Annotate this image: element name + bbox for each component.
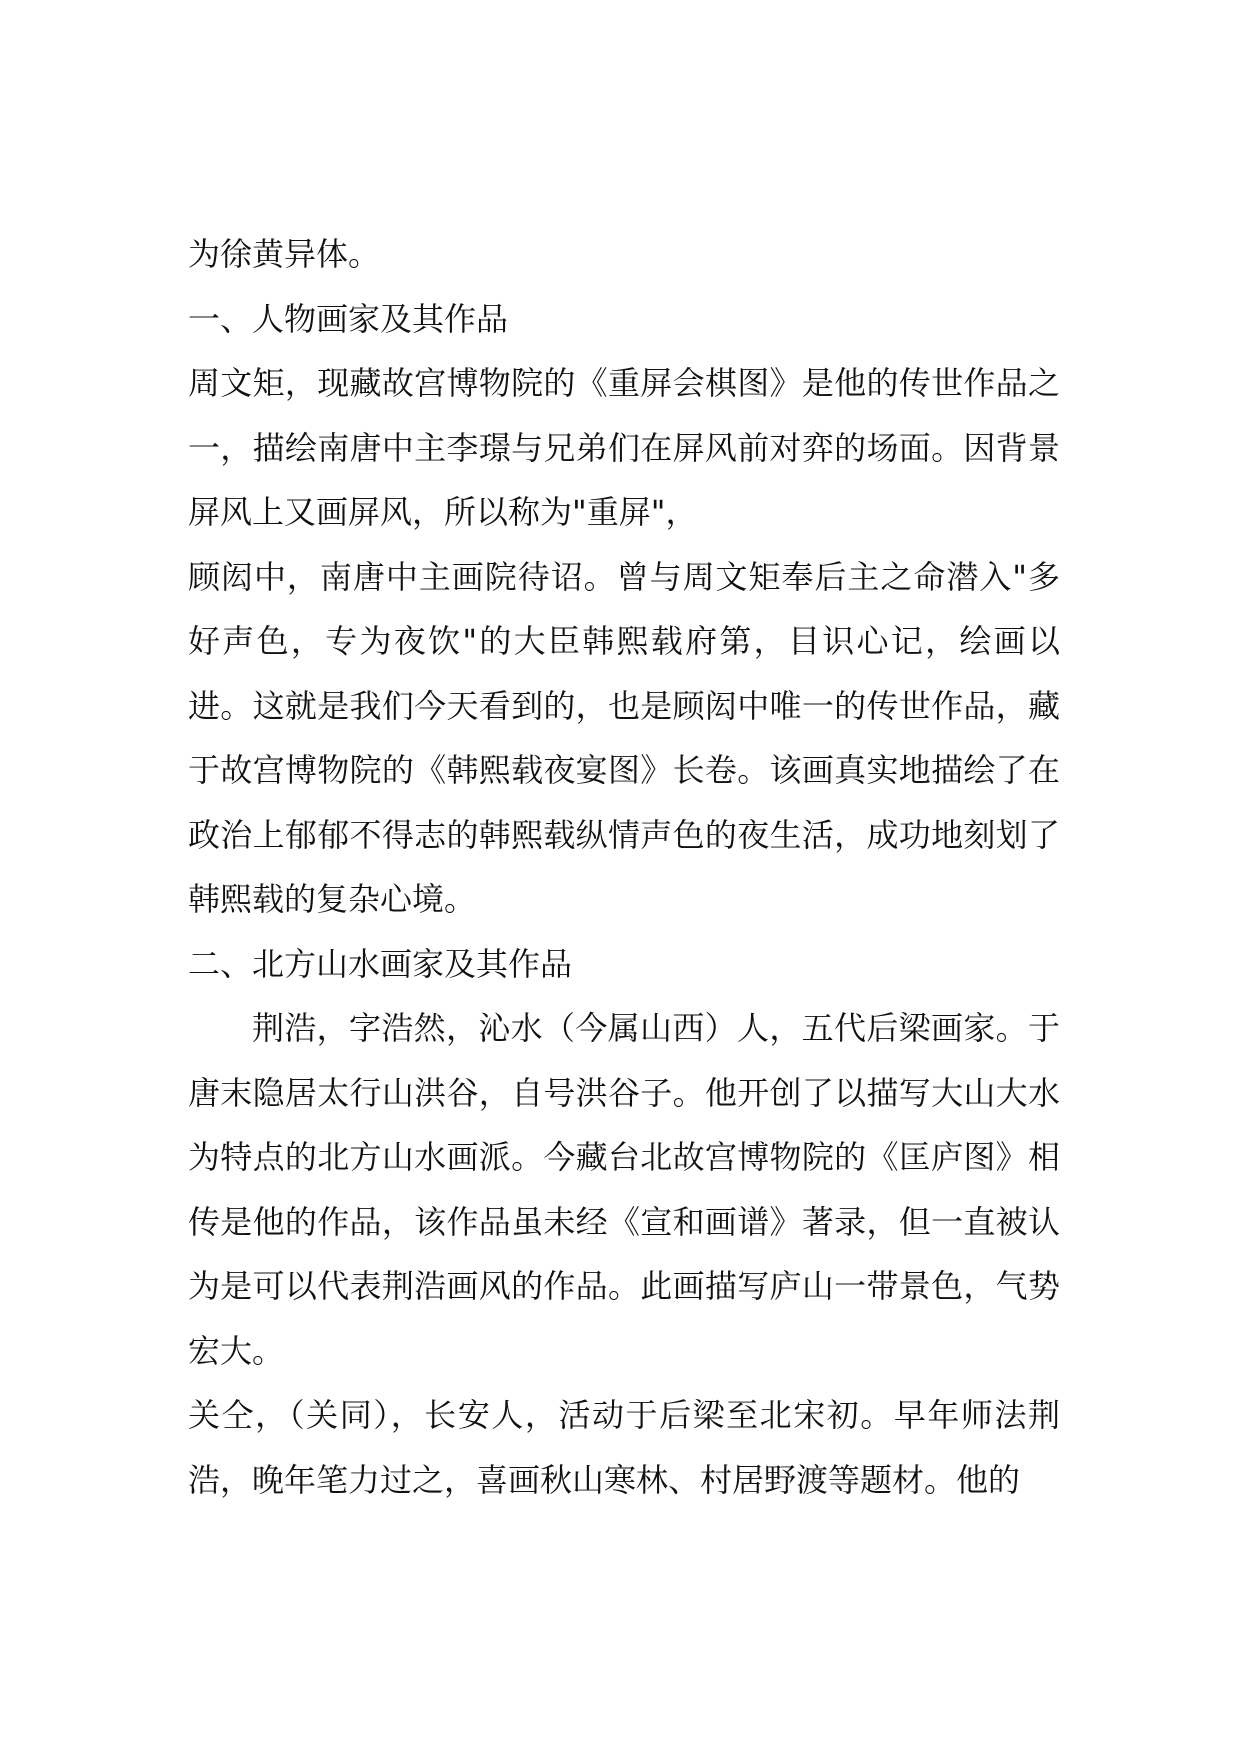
section-heading-northern-landscape-painters: 二、北方山水画家及其作品 [188, 944, 573, 983]
paragraph-zhou-wenju: 周文矩，现藏故宫博物院的《重屏会棋图》是他的传世作品之一，描绘南唐中主李璟与兄弟们在屏风前对弈的场面。因背景屏风上又画屏风，所以称为"重屏"， [188, 364, 1060, 531]
paragraph-gu-hongzhong: 顾闳中，南唐中主画院待诏。曾与周文矩奉后主之命潜入"多好声色，专为夜饮"的大臣韩熙载府第，目识心记，绘画以进。这就是我们今天看到的，也是顾闳中唯一的传世作品，藏于故宫博物院的《韩熙载夜宴图》长卷。该画真实地描绘了在政治上郁郁不得志的韩熙载纵情声色的夜生活，成功地刻划了韩熙载的复杂心境。 [188, 557, 1060, 918]
paragraph-jing-hao: 荆浩，字浩然，沁水（今属山西）人，五代后梁画家。于唐末隐居太行山洪谷，自号洪谷子。他开创了以描写大山大水为特点的北方山水画派。今藏台北故宫博物院的《匡庐图》相传是他的作品，该作品虽未经《宣和画谱》著录，但一直被认为是可以代表荆浩画风的作品。此画描写庐山一带景色，气势宏大。 [188, 1009, 1060, 1370]
paragraph-continuation: 为徐黄异体。 [188, 235, 381, 273]
document-body [188, 222, 1060, 1512]
section-heading-figure-painters: 一、人物画家及其作品 [188, 299, 509, 338]
paragraph-guan-tong: 关仝，（关同），长安人，活动于后梁至北宋初。早年师法荆浩，晚年笔力过之，喜画秋山寒林、村居野渡等题材。他的 [188, 1396, 1060, 1499]
